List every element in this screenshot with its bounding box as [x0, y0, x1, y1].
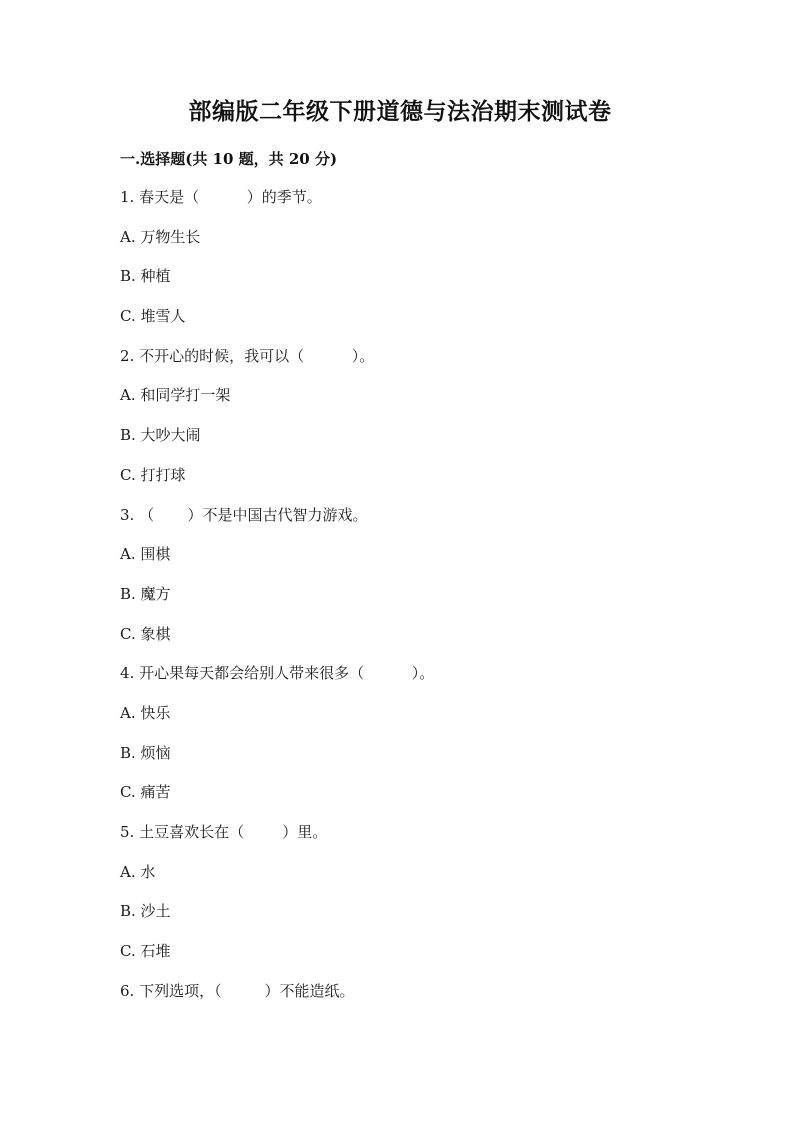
question-stem: 3. （ ）不是中国古代智力游戏。 — [120, 505, 368, 524]
answer-option: B. 大吵大闹 — [120, 426, 201, 445]
answer-option: A. 和同学打一架 — [120, 386, 231, 405]
answer-option: A. 快乐 — [120, 703, 171, 722]
answer-option: B. 种植 — [120, 267, 171, 286]
answer-option: A. 水 — [120, 862, 156, 881]
question-stem: 5. 土豆喜欢长在（ ）里。 — [120, 823, 328, 841]
answer-option: C. 堆雪人 — [120, 307, 186, 326]
answer-option: B. 烦恼 — [120, 743, 171, 762]
answer-option: A. 围棋 — [120, 545, 171, 564]
question-stem: 6. 下列选项，（ ）不能造纸。 — [120, 981, 355, 1000]
page-title: 部编版二年级下册道德与法治期末测试卷 — [188, 98, 612, 125]
question-stem: 4. 开心果每天都会给别人带来很多（ ）。 — [120, 664, 435, 683]
question-stem: 1. 春天是（ ）的季节。 — [120, 188, 322, 206]
answer-option: B. 沙土 — [120, 902, 171, 921]
answer-option: A. 万物生长 — [120, 227, 201, 246]
answer-option: B. 魔方 — [120, 584, 171, 603]
answer-option: C. 石堆 — [120, 942, 171, 961]
answer-option: C. 象棋 — [120, 624, 171, 643]
question-list — [120, 186, 720, 1019]
section-heading: 一.选择题(共 10 题，共 20 分) — [120, 150, 338, 168]
question-stem: 2. 不开心的时候，我可以（ ）。 — [120, 346, 375, 365]
answer-option: C. 打打球 — [120, 465, 186, 484]
answer-option: C. 痛苦 — [120, 783, 171, 802]
